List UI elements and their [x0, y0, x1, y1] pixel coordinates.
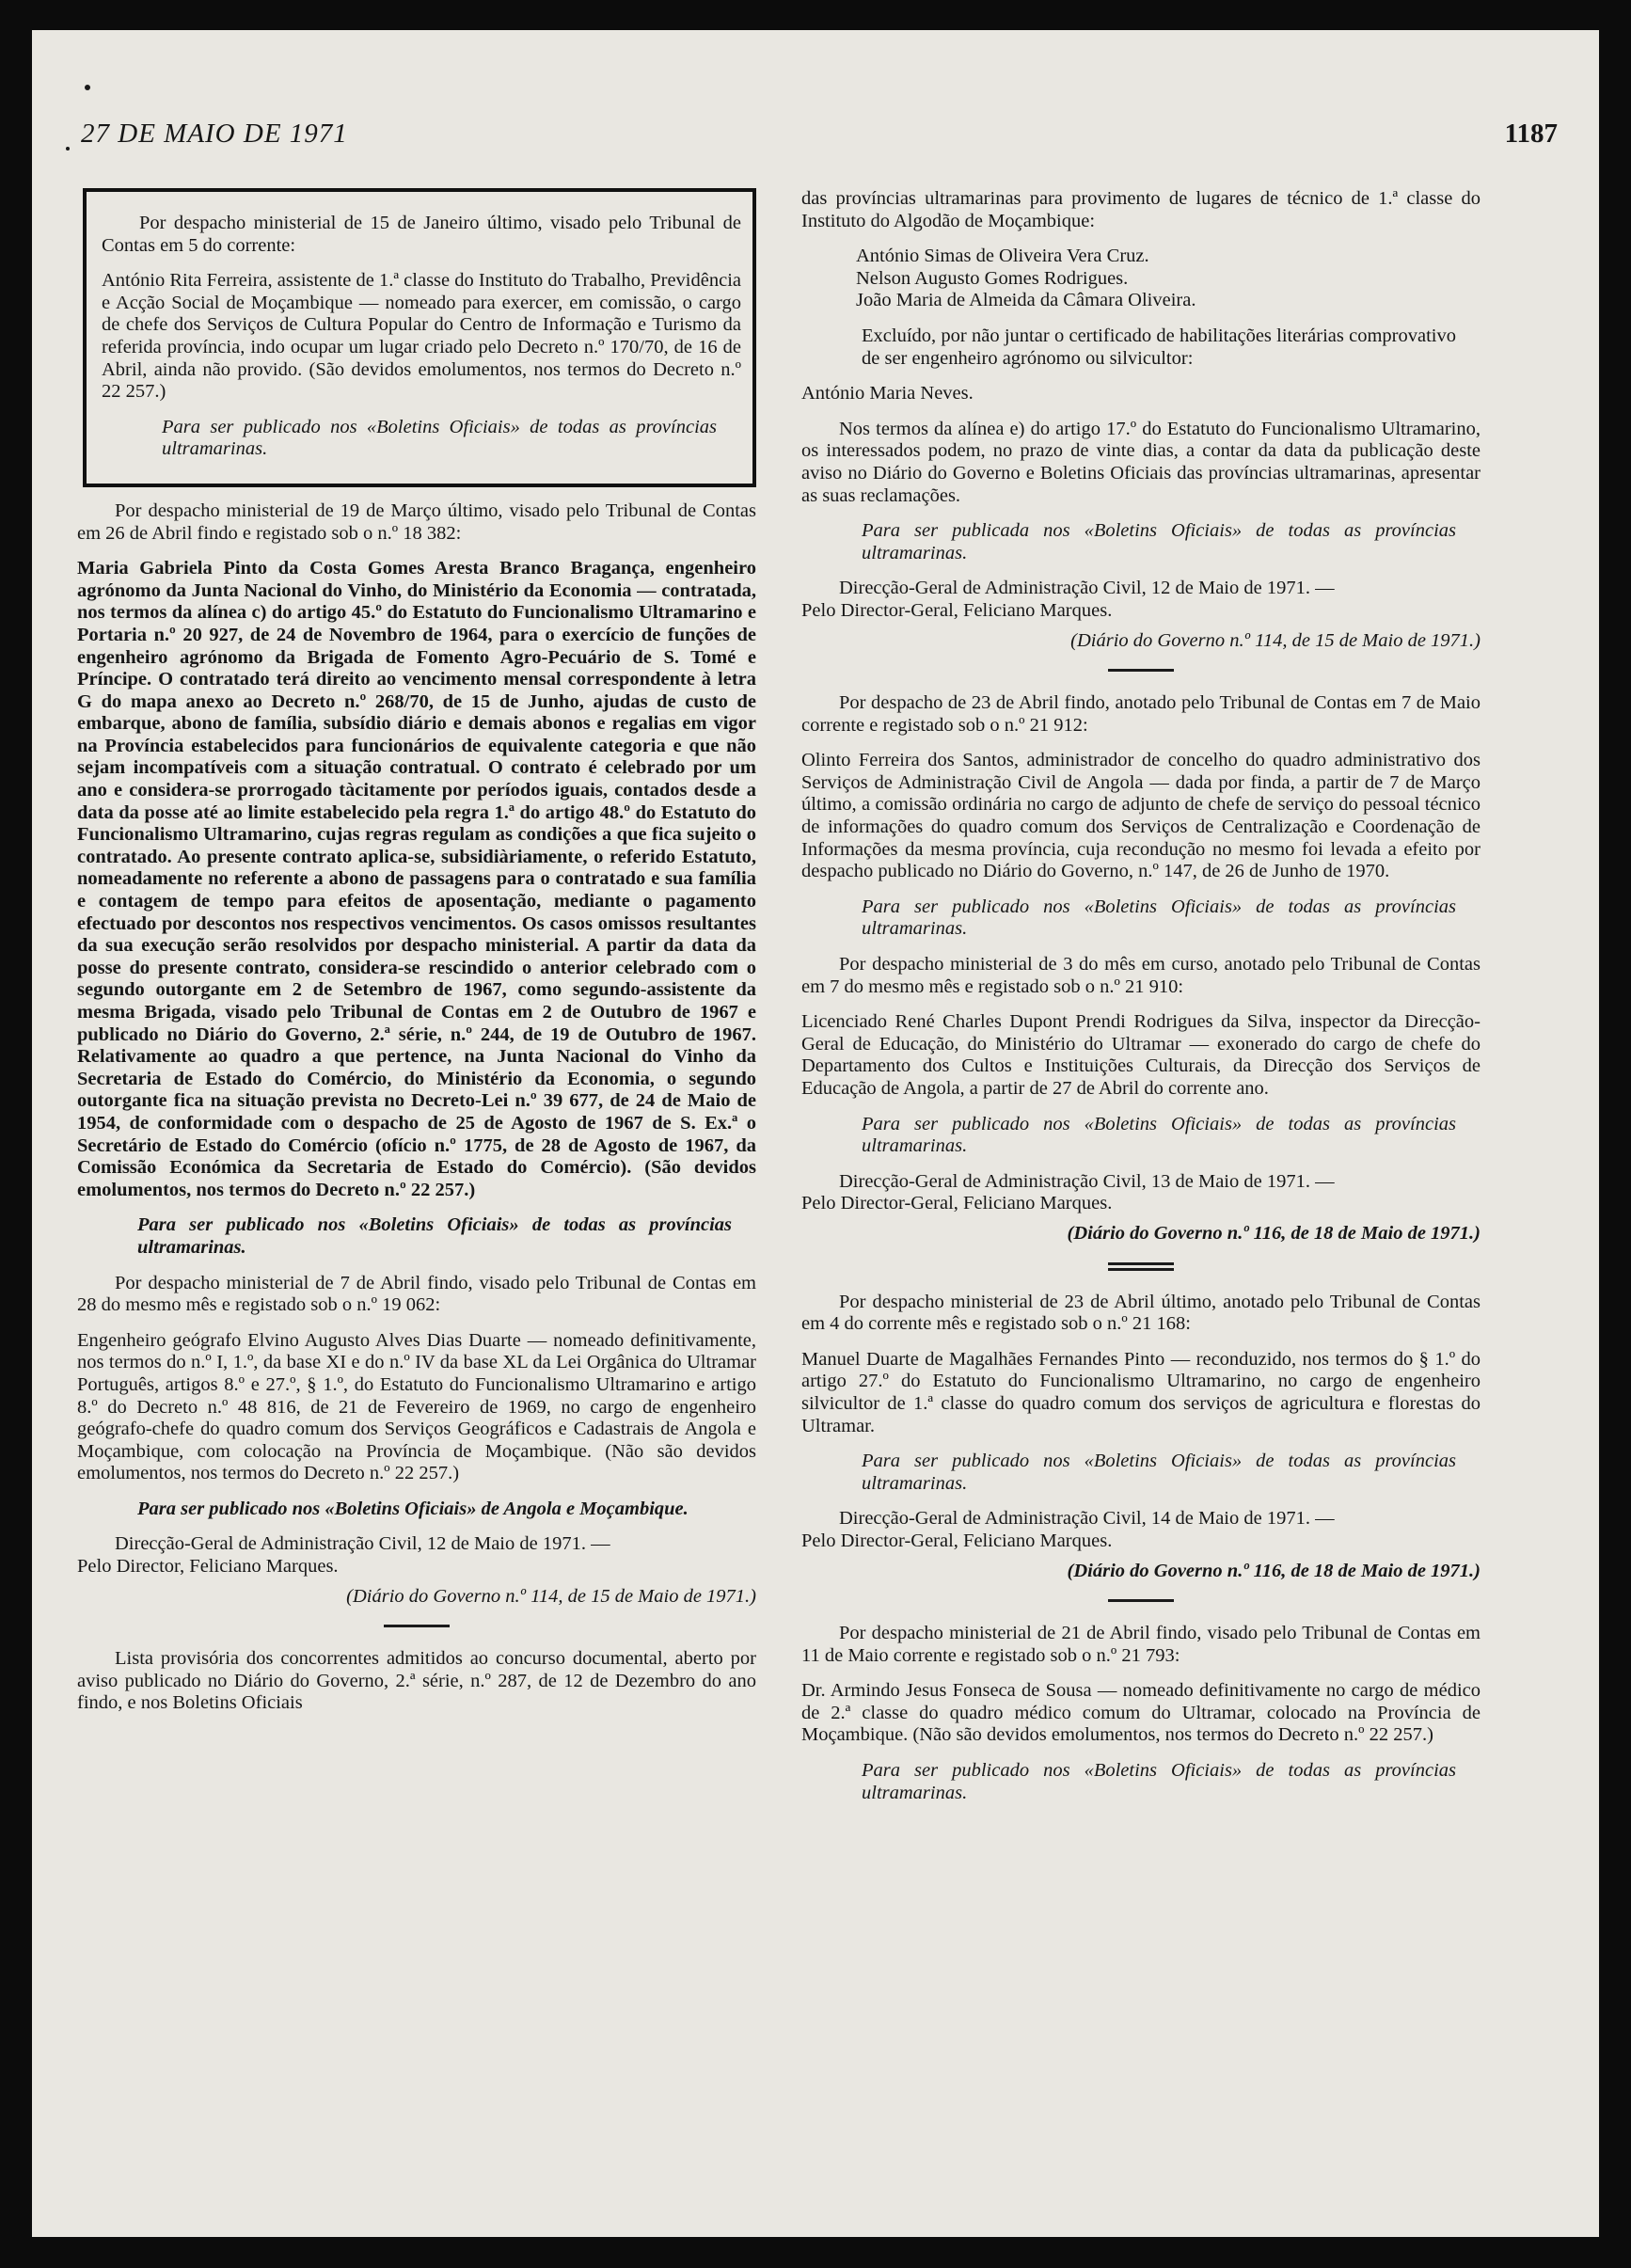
signature-line: Direcção-Geral de Administração Civil, 12 de Maio de 1971. —: [839, 578, 1335, 599]
section-divider: [1108, 1262, 1174, 1271]
dispatch-body: Dr. Armindo Jesus Fonseca de Sousa — nomeado definitivamente no cargo de médico de 2.ª classe do quadro médico comum do Ultramar, colocado na Província de Moçambique. (Não são devidos emolumentos, nos termos do Decreto n.º 22 257.): [801, 1680, 1481, 1746]
dispatch-body: Nos termos da alínea e) do artigo 17.º do Estatuto do Funcionalismo Ultramarino, os interessados podem, no prazo de vinte dias, a contar da data da publicação deste aviso no Diário do Governo e Boletins Oficiais das províncias ultramarinas, apresentar as suas reclamações.: [801, 418, 1481, 506]
publication-note: Para ser publicado nos «Boletins Oficiais» de todas as províncias ultramarinas.: [137, 1214, 732, 1258]
publication-note: Para ser publicado nos «Boletins Oficiais» de Angola e Moçambique.: [137, 1498, 689, 1519]
page-header: [81, 119, 1558, 175]
signature-name: Pelo Director-Geral, Feliciano Marques.: [801, 1530, 1113, 1551]
left-column: [77, 188, 756, 1728]
signature-name: Pelo Director-Geral, Feliciano Marques.: [801, 1193, 1113, 1214]
signature-line: Direcção-Geral de Administração Civil, 14 de Maio de 1971. —: [839, 1508, 1335, 1530]
signature-name: Pelo Director, Feliciano Marques.: [77, 1556, 339, 1578]
gazette-reference: (Diário do Governo n.º 114, de 15 de Maio de 1971.): [1070, 629, 1481, 651]
section-divider: [1108, 1599, 1174, 1602]
publication-note: Para ser publicado nos «Boletins Oficiais» de todas as províncias ultramarinas.: [862, 1451, 1456, 1494]
dispatch-heading: Por despacho ministerial de 7 de Abril findo, visado pelo Tribunal de Contas em 28 do mesmo mês e registado sob o n.º 19 062:: [77, 1272, 756, 1316]
publication-note: Para ser publicado nos «Boletins Oficiais» de todas as províncias ultramarinas.: [862, 896, 1456, 940]
header-date: 27 DE MAIO DE 1971: [81, 119, 348, 149]
dispatch-body: das províncias ultramarinas para provimento de lugares de técnico de 1.ª classe do Instituto do Algodão de Moçambique:: [801, 188, 1481, 231]
dispatch-heading: Por despacho ministerial de 23 de Abril último, anotado pelo Tribunal de Contas em 4 do corrente mês e registado sob o n.º 21 168:: [801, 1291, 1481, 1335]
exclusion-note: Excluído, por não juntar o certificado de habilitações literárias comprovativo de ser engenheiro agrónomo ou silvicultor:: [862, 325, 1456, 369]
dispatch-heading: Por despacho de 23 de Abril findo, anotado pelo Tribunal de Contas em 7 de Maio corrente e registado sob o n.º 21 912:: [801, 692, 1481, 736]
signature-line: Direcção-Geral de Administração Civil, 12 de Maio de 1971. —: [115, 1533, 610, 1555]
publication-note: Para ser publicada nos «Boletins Oficiais» de todas as províncias ultramarinas.: [862, 520, 1456, 563]
page-number: 1187: [1504, 119, 1558, 149]
print-speck: [66, 147, 70, 151]
list-item: António Maria Neves.: [801, 383, 974, 404]
section-divider: [1108, 669, 1174, 672]
list-item: António Simas de Oliveira Vera Cruz.: [856, 246, 1149, 267]
right-column: [801, 188, 1481, 1817]
gazette-reference: (Diário do Governo n.º 114, de 15 de Maio de 1971.): [346, 1585, 756, 1607]
gazette-reference: (Diário do Governo n.º 116, de 18 de Maio de 1971.): [1067, 1222, 1481, 1244]
boxed-notice: [83, 188, 756, 487]
dispatch-heading: Por despacho ministerial de 15 de Janeiro último, visado pelo Tribunal de Contas em 5 do corrente:: [102, 213, 741, 256]
section-divider: [384, 1625, 450, 1627]
gazette-reference: (Diário do Governo n.º 116, de 18 de Maio de 1971.): [1067, 1560, 1481, 1581]
list-item: Nelson Augusto Gomes Rodrigues.: [856, 267, 1129, 289]
dispatch-body: Manuel Duarte de Magalhães Fernandes Pinto — reconduzido, nos termos do § 1.º do artigo 27.º do Estatuto do Funcionalismo Ultramarino, no cargo de engenheiro silvicultor de 1.ª classe do quadro comum dos serviços de agricultura e florestas do Ultramar.: [801, 1348, 1481, 1436]
publication-note: Para ser publicado nos «Boletins Oficiais» de todas as províncias ultramarinas.: [862, 1760, 1456, 1803]
admitted-list: [801, 246, 1481, 312]
list-item: João Maria de Almeida da Câmara Oliveira.: [856, 290, 1196, 311]
dispatch-body: Licenciado René Charles Dupont Prendi Rodrigues da Silva, inspector da Direcção-Geral de Educação, do Ministério do Ultramar — exonerado do cargo de chefe do Departamento dos Cultos e Instituições Culturais, da Direcção dos Serviços de Educação de Angola, a partir de 27 de Abril do corrente ano.: [801, 1011, 1481, 1099]
dispatch-body: António Rita Ferreira, assistente de 1.ª classe do Instituto do Trabalho, Previdência e Acção Social de Moçambique — nomeado para exercer, em comissão, o cargo de chefe dos Serviços de Cultura Popular do Centro de Informação e Turismo da referida província, indo ocupar um lugar criado pelo Decreto n.º 170/70, de 16 de Abril, ainda não provido. (São devidos emolumentos, nos termos do Decreto n.º 22 257.): [102, 270, 741, 403]
dispatch-heading: Por despacho ministerial de 3 do mês em curso, anotado pelo Tribunal de Contas em 7 do mesmo mês e registado sob o n.º 21 910:: [801, 954, 1481, 997]
dispatch-body: Lista provisória dos concorrentes admitidos ao concurso documental, aberto por aviso publicado no Diário do Governo, 2.ª série, n.º 287, de 12 de Dezembro do ano findo, e nos Boletins Oficiais: [77, 1648, 756, 1714]
dispatch-body: Engenheiro geógrafo Elvino Augusto Alves Dias Duarte — nomeado definitivamente, nos termos do n.º I, 1.º, da base XI e do n.º IV da base XL da Lei Orgânica do Ultramar Português, artigos 8.º e 27.º, § 1.º, do Estatuto do Funcionalismo Ultramarino e artigo 8.º do Decreto n.º 48 816, de 21 de Fevereiro de 1969, no cargo de engenheiro geógrafo-chefe do quadro comum dos Serviços Geográficos e Cadastrais de Angola e Moçambique, com colocação na Província de Moçambique. (Não são devidos emolumentos, nos termos do Decreto n.º 22 257.): [77, 1329, 756, 1484]
dispatch-heading: Por despacho ministerial de 21 de Abril findo, visado pelo Tribunal de Contas em 11 de Maio corrente e registado sob o n.º 21 793:: [801, 1623, 1481, 1666]
signature-name: Pelo Director-Geral, Feliciano Marques.: [801, 599, 1113, 621]
publication-note: Para ser publicado nos «Boletins Oficiais» de todas as províncias ultramarinas.: [162, 416, 717, 460]
print-speck: [85, 85, 90, 90]
publication-note: Para ser publicado nos «Boletins Oficiais» de todas as províncias ultramarinas.: [862, 1113, 1456, 1157]
dispatch-body: Maria Gabriela Pinto da Costa Gomes Aresta Branco Bragança, engenheiro agrónomo da Junta Nacional do Vinho, do Ministério da Economia — contratada, nos termos da alínea c) do artigo 45.º do Estatuto do Funcionalismo Ultramarino e Portaria n.º 20 927, de 24 de Novembro de 1964, para o exercício de funções de engenheiro agrónomo da Brigada de Fomento Agro-Pecuário de S. Tomé e Príncipe. O contratado terá direito ao vencimento mensal correspondente à letra G do mapa anexo ao Decreto n.º 268/70, de 15 de Junho, ajudas de custo de embarque, abono de família, subsídio diário e demais abonos e regalias em vigor na Província estabelecidos para funcionários de equivalente categoria e que não sejam incompatíveis com a situação contratual. O contrato é celebrado por um ano e considera-se prorrogado tàcitamente por períodos iguais, contados desde a data da posse até ao limite estabelecido pela regra 1.ª do artigo 48.º do Estatuto do Funcionalismo Ultramarino, cujas regras regulam as condições a que fica sujeito o contratado. Ao presente contrato aplica-se, subsidiàriamente, o referido Estatuto, nomeadamente no referente a abono de passagens para o contratado e sua família e contagem de tempo para efeitos de aposentação, mediante o pagamento efectuado por descontos nos respectivos vencimentos. Os casos omissos resultantes da sua execução serão resolvidos por despacho ministerial. A partir da data da posse do presente contrato, considera-se rescindido o anterior celebrado com o segundo outorgante em 2 de Setembro de 1967, como segundo-assistente da mesma Brigada, visado pelo Tribunal de Contas em 2 de Outubro de 1967 e publicado no Diário do Governo, 2.ª série, n.º 244, de 19 de Outubro de 1967. Relativamente ao quadro a que pertence, na Junta Nacional do Vinho da Secretaria de Estado do Comércio, do Ministério da Economia, o segundo outorgante fica na situação prevista no Decreto-Lei n.º 39 677, de 24 de Maio de 1954, de conformidade com o despacho de 25 de Agosto de 1967 de S. Ex.ª o Secretário de Estado do Comércio (ofício n.º 1775, de 28 de Agosto de 1967, da Comissão Económica da Secretaria de Estado do Comércio). (São devidos emolumentos, nos termos do Decreto n.º 22 257.): [77, 558, 756, 1200]
dispatch-body: Olinto Ferreira dos Santos, administrador de concelho do quadro administrativo dos Serviços de Administração Civil de Angola — dada por finda, a partir de 7 de Março último, a comissão ordinária no cargo de adjunto de chefe de serviço do pessoal técnico de informações do quadro comum dos Serviços de Centralização e Coordenação de Informações da mesma província, cuja recondução no mesmo foi levada a efeito por despacho publicado no Diário do Governo, n.º 147, de 26 de Junho de 1970.: [801, 750, 1481, 882]
dispatch-heading: Por despacho ministerial de 19 de Março último, visado pelo Tribunal de Contas em 26 de Abril findo e registado sob o n.º 18 382:: [77, 500, 756, 544]
signature-line: Direcção-Geral de Administração Civil, 13 de Maio de 1971. —: [839, 1170, 1335, 1192]
